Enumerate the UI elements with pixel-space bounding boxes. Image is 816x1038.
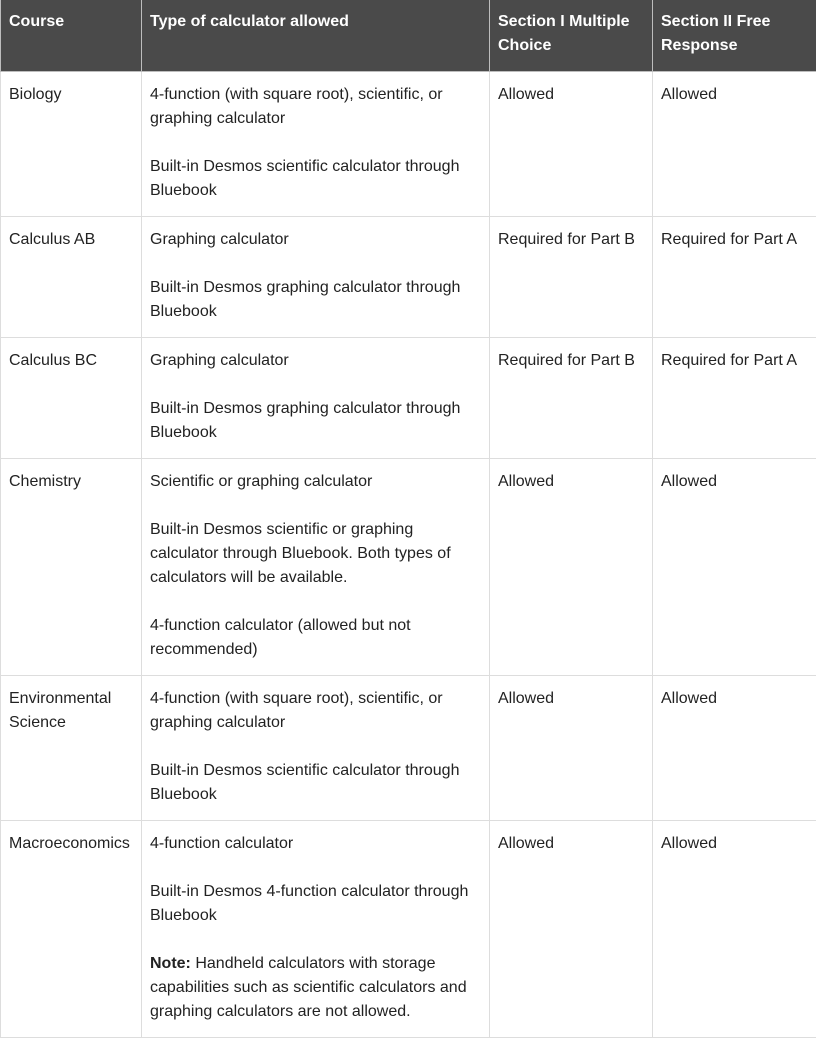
section-1-cell: Allowed bbox=[490, 459, 653, 676]
header-section-2: Section II Free Response bbox=[653, 0, 816, 72]
table-row bbox=[1, 676, 816, 821]
table-body bbox=[1, 72, 816, 1038]
calculator-type-line: 4-function calculator bbox=[150, 832, 481, 856]
calculator-type-line: 4-function (with square root), scientific, or graphing calculator bbox=[150, 687, 481, 735]
section-2-cell: Allowed bbox=[653, 676, 816, 821]
calculator-type-cell bbox=[142, 459, 490, 676]
section-1-cell: Allowed bbox=[490, 676, 653, 821]
note-paragraph bbox=[150, 952, 481, 1024]
section-2-cell: Required for Part A bbox=[653, 338, 816, 459]
calculator-type-cell bbox=[142, 72, 490, 217]
table-row bbox=[1, 821, 816, 1038]
calculator-type-line: Built-in Desmos scientific calculator through Bluebook bbox=[150, 759, 481, 807]
table-row bbox=[1, 459, 816, 676]
calculator-type-cell bbox=[142, 217, 490, 338]
section-1-cell: Required for Part B bbox=[490, 217, 653, 338]
header-course: Course bbox=[1, 0, 142, 72]
note-text: Handheld calculators with storage capabilities such as scientific calculators and graphing calculators are not allowed. bbox=[150, 955, 467, 1020]
section-1-cell: Required for Part B bbox=[490, 338, 653, 459]
section-2-cell: Allowed bbox=[653, 821, 816, 1038]
course-cell: Biology bbox=[1, 72, 142, 217]
header-row bbox=[1, 0, 816, 72]
section-2-cell: Allowed bbox=[653, 459, 816, 676]
course-cell: Chemistry bbox=[1, 459, 142, 676]
calculator-type-cell bbox=[142, 676, 490, 821]
section-2-cell: Allowed bbox=[653, 72, 816, 217]
note-label: Note: bbox=[150, 955, 191, 972]
calculator-type-line: 4-function calculator (allowed but not recommended) bbox=[150, 614, 481, 662]
table-row bbox=[1, 72, 816, 217]
section-1-cell: Allowed bbox=[490, 72, 653, 217]
calculator-type-line: Built-in Desmos graphing calculator through Bluebook bbox=[150, 397, 481, 445]
table-row bbox=[1, 217, 816, 338]
course-cell: Calculus AB bbox=[1, 217, 142, 338]
header-calculator-type: Type of calculator allowed bbox=[142, 0, 490, 72]
calculator-type-line: 4-function (with square root), scientific, or graphing calculator bbox=[150, 83, 481, 131]
calculator-type-cell bbox=[142, 338, 490, 459]
course-cell: Macroeconomics bbox=[1, 821, 142, 1038]
calculator-type-line: Graphing calculator bbox=[150, 349, 481, 373]
course-cell: Environmental Science bbox=[1, 676, 142, 821]
calculator-type-line: Built-in Desmos 4-function calculator through Bluebook bbox=[150, 880, 481, 928]
section-2-cell: Required for Part A bbox=[653, 217, 816, 338]
table-row bbox=[1, 338, 816, 459]
calculator-type-line: Graphing calculator bbox=[150, 228, 481, 252]
header-section-1: Section I Multiple Choice bbox=[490, 0, 653, 72]
calculator-type-line: Built-in Desmos graphing calculator through Bluebook bbox=[150, 276, 481, 324]
calculator-type-line: Built-in Desmos scientific or graphing calculator through Bluebook. Both types of calculators will be available. bbox=[150, 518, 481, 590]
table-header bbox=[1, 0, 816, 72]
calculator-type-cell bbox=[142, 821, 490, 1038]
section-1-cell: Allowed bbox=[490, 821, 653, 1038]
course-cell: Calculus BC bbox=[1, 338, 142, 459]
calculator-type-line: Scientific or graphing calculator bbox=[150, 470, 481, 494]
calculator-type-line: Built-in Desmos scientific calculator through Bluebook bbox=[150, 155, 481, 203]
